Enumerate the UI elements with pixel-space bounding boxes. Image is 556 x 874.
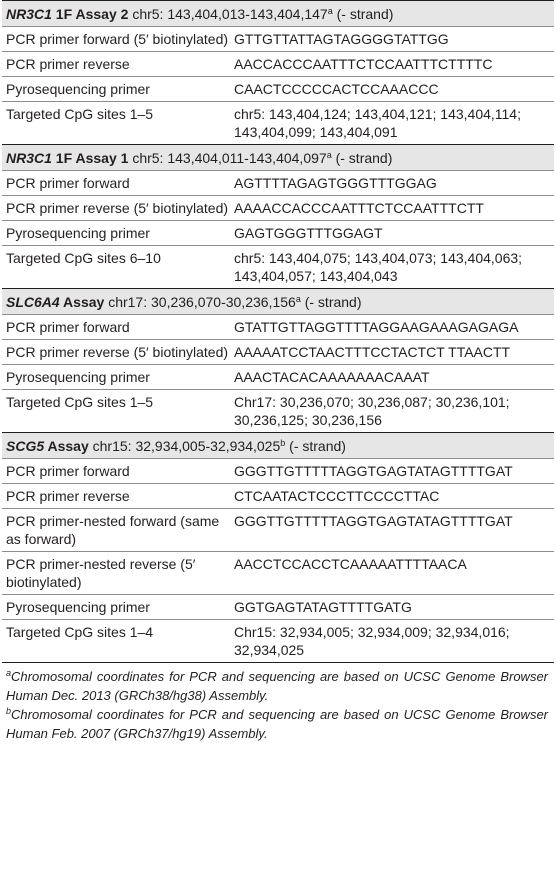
footnote-mark: b [6,706,12,716]
section-label: 1F Assay 2 [51,6,129,22]
row-value: GGGTTGTTTTTAGGTGAGTATAGTTTTGAT [234,513,513,529]
row-label: Pyrosequencing primer [6,225,150,241]
row-value: Chr15: 32,934,005; 32,934,009; 32,934,016; 32,934,025 [234,624,510,658]
row-value: chr5: 143,404,124; 143,404,121; 143,404,114; 143,404,099; 143,404,091 [234,106,521,140]
row-label: Pyrosequencing primer [6,81,150,97]
table-row [2,551,554,594]
table-row [2,76,554,101]
row-label: Pyrosequencing primer [6,599,150,615]
table-row [2,245,554,288]
section-gene: SLC6A4 [6,294,60,310]
section-header [2,432,554,458]
table-row [2,51,554,76]
section-label: Assay [44,438,89,454]
table-row [2,364,554,389]
section-strand: (- strand) [300,294,362,310]
primer-table [2,0,554,743]
table-row [2,594,554,619]
row-value: AAAAATCCTAACTTTCCTACTCT TTAACTT [234,344,511,360]
row-value: GGGTTGTTTTTAGGTGAGTATAGTTTTGAT [234,463,513,479]
section-coords: chr15: 32,934,005-32,934,025 [88,438,281,454]
section-strand: (- strand) [332,6,394,22]
table-body [2,1,554,662]
row-value: Chr17: 30,236,070; 30,236,087; 30,236,101; 30,236,125; 30,236,156 [234,394,510,428]
row-label: PCR primer reverse [6,56,130,72]
section-footnote-mark: a [295,294,301,304]
table-row [2,339,554,364]
row-value: AGTTTTAGAGTGGGTTTGGAG [234,175,437,191]
row-value: AACCTCCACCTCAAAAATTTTAACA [234,556,467,572]
row-value: GGTGAGTATAGTTTTGATG [234,599,412,615]
table-row [2,389,554,432]
row-label: PCR primer forward [6,175,130,191]
row-label: Targeted CpG sites 1–5 [6,394,154,410]
row-label: PCR primer forward [6,319,130,335]
row-label: Pyrosequencing primer [6,369,150,385]
table-row [2,314,554,339]
section-strand: (- strand) [285,438,346,454]
row-value: GTATTGTTAGGTTTTAGGAAGAAAGAGAGA [234,319,519,335]
table-row [2,458,554,483]
row-value: AAAACCACCCAATTTCTCCAATTTCTT [234,200,484,216]
row-label: PCR primer-nested forward (same as forward) [6,513,220,547]
table-row [2,220,554,245]
footnote-text: Chromosomal coordinates for PCR and sequencing are based on UCSC Genome Browser Human Dec. 2013 (GRCh38/hg38) Assembly. [6,669,548,703]
section-header [2,288,554,314]
row-label: PCR primer reverse (5′ biotinylated) [6,344,229,360]
table-row [2,619,554,662]
row-label: PCR primer reverse [6,488,130,504]
table-row [2,170,554,195]
row-value: AACCACCCAATTTCTCCAATTTCTTTTC [234,56,493,72]
row-label: Targeted CpG sites 1–4 [6,624,154,640]
row-label: Targeted CpG sites 6–10 [6,250,161,266]
section-coords: chr5: 143,404,011-143,404,097 [128,150,327,166]
table-row [2,508,554,551]
footnote-text: Chromosomal coordinates for PCR and sequencing are based on UCSC Genome Browser Human Feb. 2007 (GRCh37/hg19) Assembly. [6,707,548,741]
section-coords: chr5: 143,404,013-143,404,147 [128,6,328,22]
footnote-mark: a [6,668,12,678]
section-gene: NR3C1 [6,6,52,22]
section-label: 1F Assay 1 [51,150,129,166]
row-label: PCR primer-nested reverse (5′ biotinylated) [6,556,196,590]
section-coords: chr17: 30,236,070-30,236,156 [104,294,296,310]
section-footnote-mark: a [326,150,332,160]
row-label: Targeted CpG sites 1–5 [6,106,154,122]
table-row [2,26,554,51]
section-header [2,1,554,26]
section-footnote-mark: a [327,6,333,16]
table-row [2,483,554,508]
section-label: Assay [59,294,105,310]
footnote [6,705,548,743]
table-row [2,195,554,220]
footnotes [2,663,554,743]
section-gene: NR3C1 [6,150,52,166]
section-strand: (- strand) [331,150,393,166]
section-gene: SCG5 [6,438,45,454]
row-label: PCR primer reverse (5′ biotinylated) [6,200,229,216]
section-footnote-mark: b [280,438,286,448]
row-value: chr5: 143,404,075; 143,404,073; 143,404,063; 143,404,057; 143,404,043 [234,250,523,284]
row-label: PCR primer forward [6,463,130,479]
row-label: PCR primer forward (5′ biotinylated) [6,31,229,47]
row-value: CTCAATACTCCCTTCCCCTTAC [234,488,440,504]
footnote [6,667,548,705]
row-value: AAACTACACAAAAAAACAAAT [234,369,430,385]
row-value: CAACTCCCCCACTCCAAACCC [234,81,439,97]
row-value: GTTGTTATTAGTAGGGGTATTGG [234,31,449,47]
table-row [2,101,554,144]
section-header [2,144,554,170]
row-value: GAGTGGGTTTGGAGT [234,225,383,241]
